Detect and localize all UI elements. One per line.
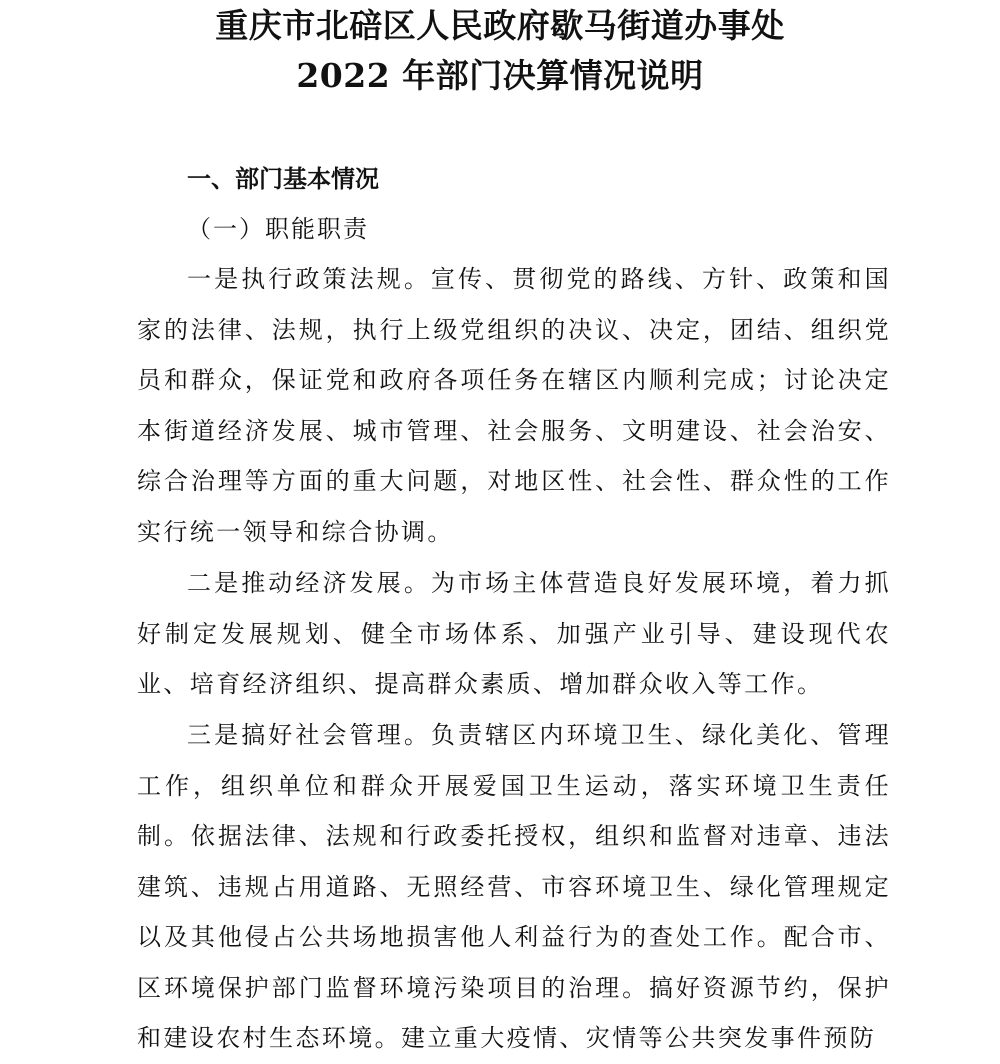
paragraph-policy-execution: 一是执行政策法规。宣传、贯彻党的路线、方针、政策和国家的法律、法规，执行上级党组织的决议、决定，团结、组织党员和群众，保证党和政府各项任务在辖区内顺利完成；讨论决定本街道经济发展、城市管理、社会服务、文明建设、社会治安、综合治理等方面的重大问题，对地区性、社会性、群众性的工作实行统一领导和综合协调。 xyxy=(137,265,891,546)
document-title-line-1: 重庆市北碚区人民政府歇马街道办事处 xyxy=(215,6,785,45)
section-heading-basic-info: 一、部门基本情况 xyxy=(187,165,379,193)
document-title-line-2: 2022 年部门决算情况说明 xyxy=(296,56,704,95)
paragraph-economic-development: 二是推动经济发展。为市场主体营造良好发展环境，着力抓好制定发展规划、健全市场体系、加强产业引导、建设现代农业、培育经济组织、提高群众素质、增加群众收入等工作。 xyxy=(137,569,891,698)
paragraph-social-management: 三是搞好社会管理。负责辖区内环境卫生、绿化美化、管理工作，组织单位和群众开展爱国卫生运动，落实环境卫生责任制。依据法律、法规和行政委托授权，组织和监督对违章、违法建筑、违规占用道路、无照经营、市容环境卫生、绿化管理规定以及其他侵占公共场地损害他人利益行为的查处工作。配合市、区环境保护部门监督环境污染项目的治理。搞好资源节约，保护和建设农村生态环境。建立重大疫情、灾情等公共突发事件预防 xyxy=(137,721,891,1052)
subsection-heading-duties: （一）职能职责 xyxy=(187,215,369,243)
